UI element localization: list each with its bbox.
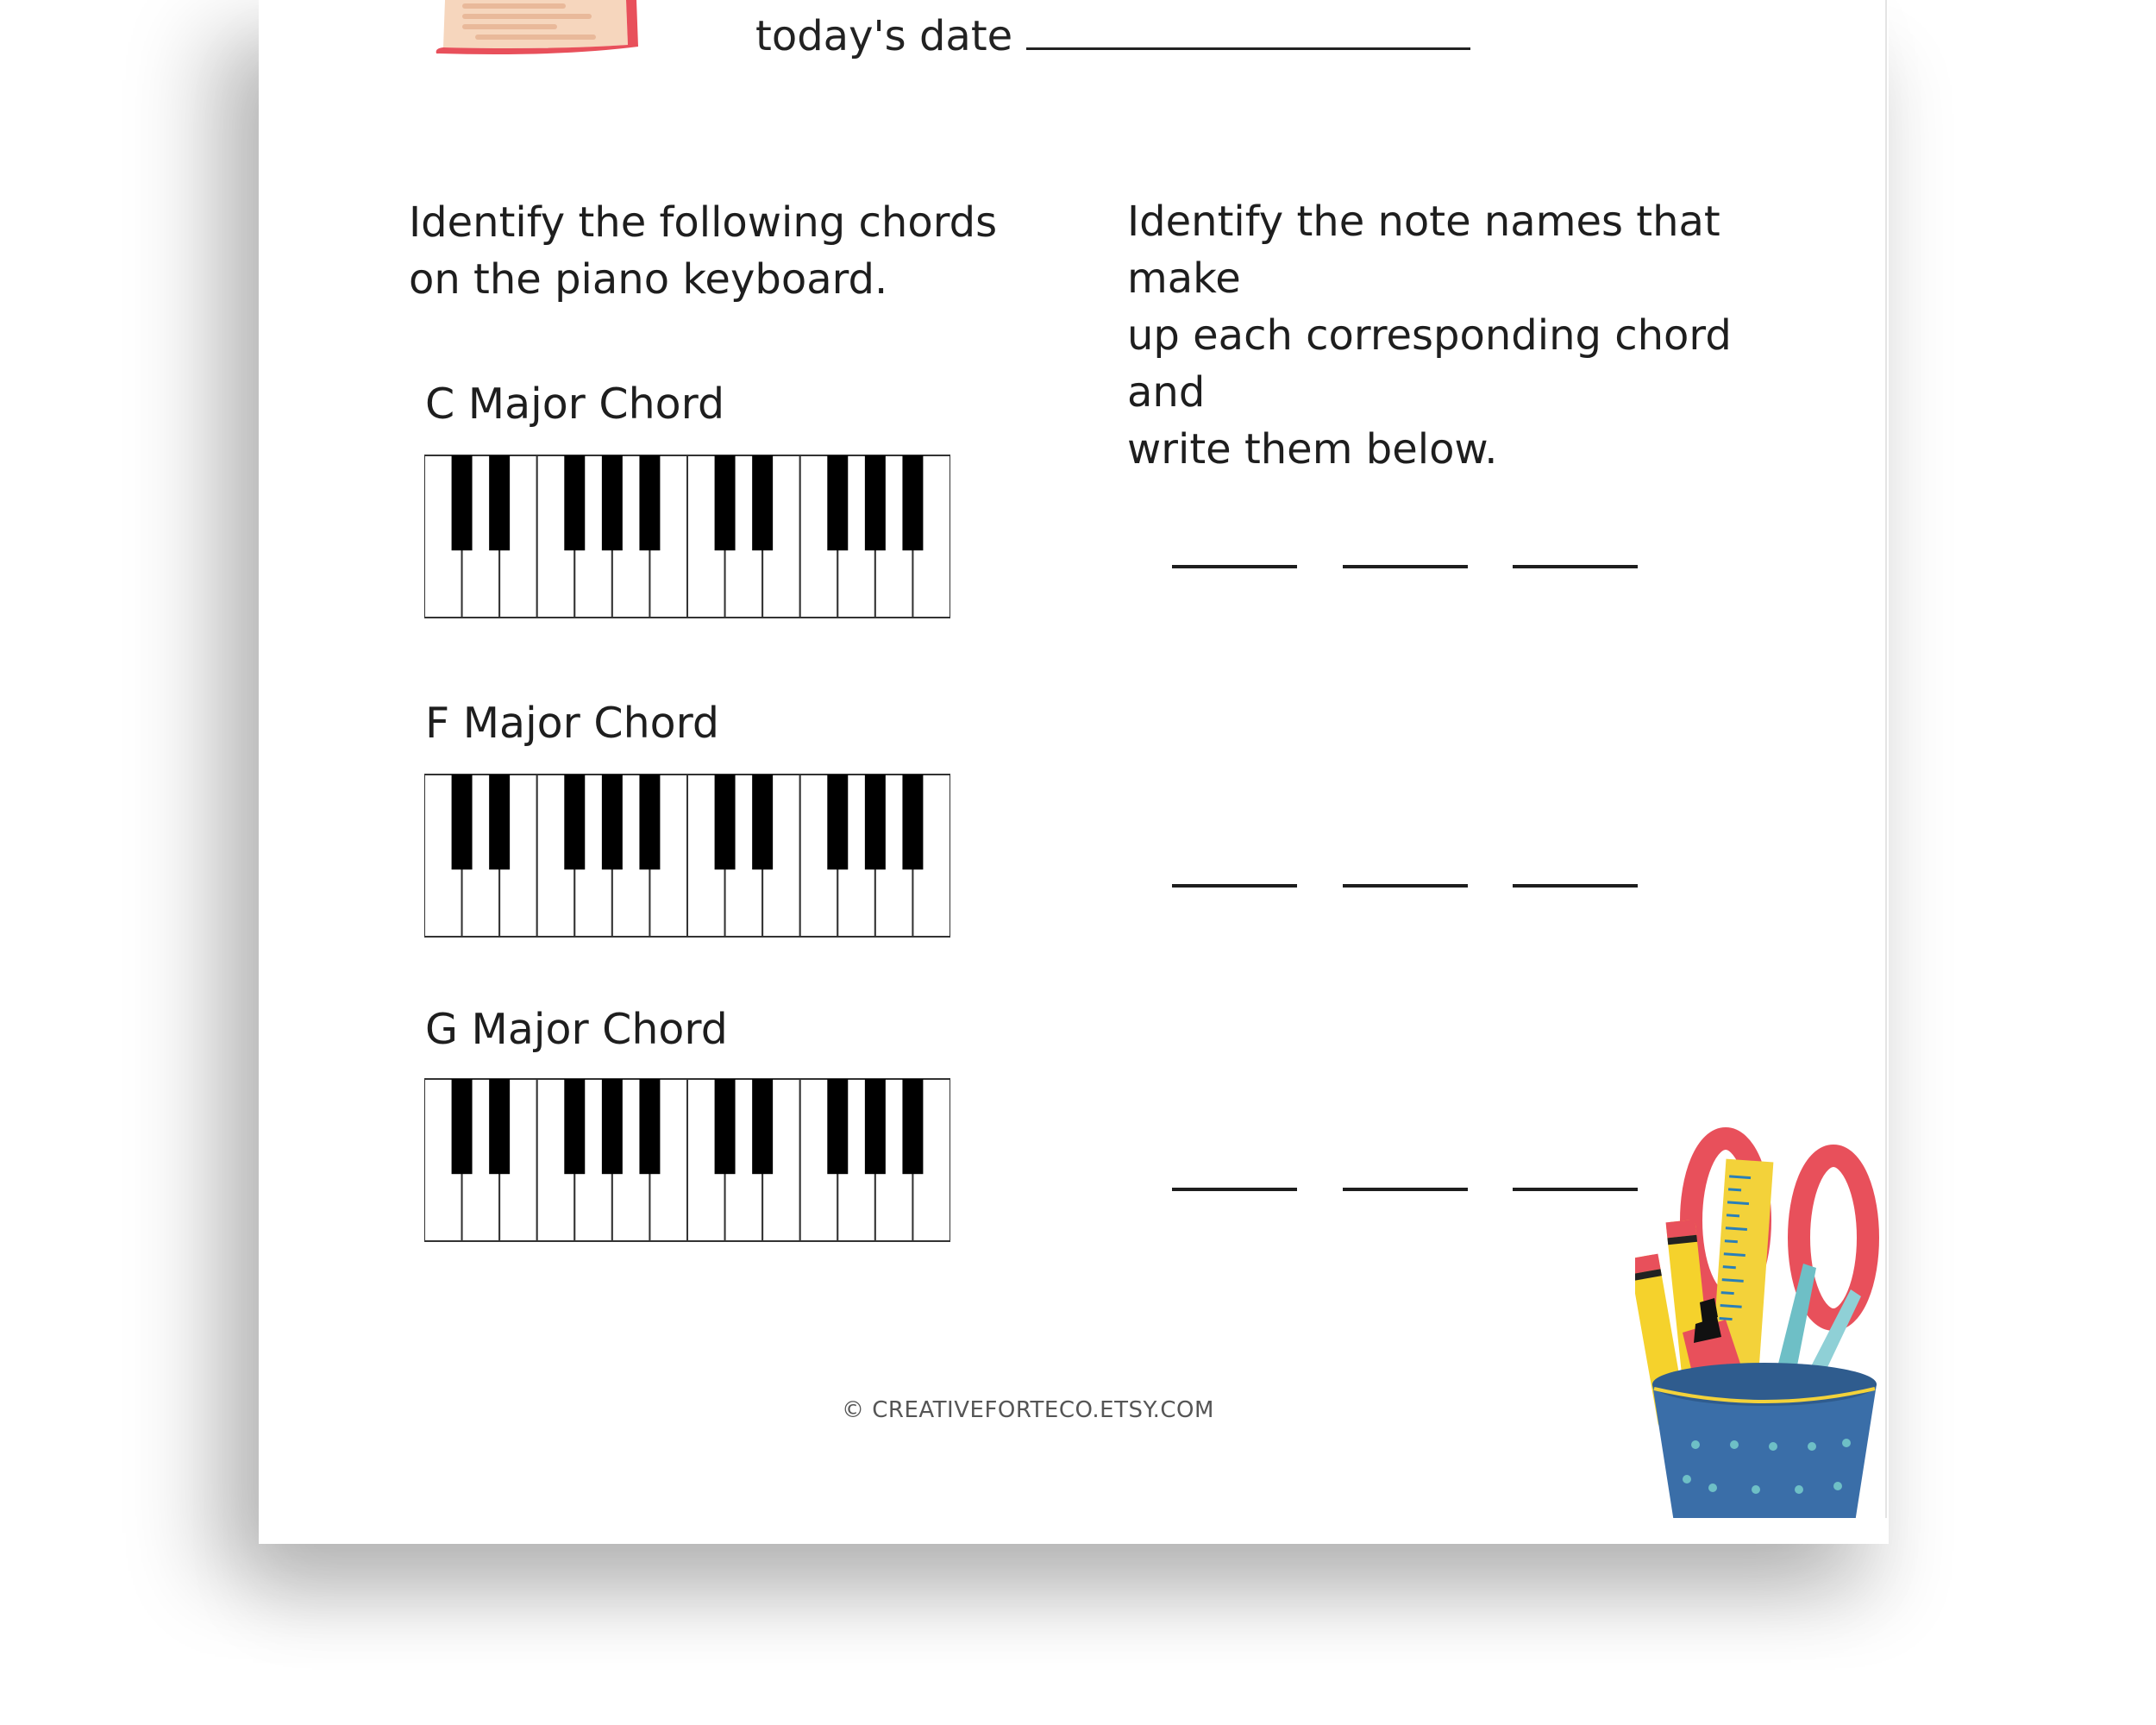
book-icon (428, 0, 652, 60)
answer-blanks (1172, 884, 1638, 893)
black-key[interactable] (602, 1079, 623, 1174)
date-label: today's date (755, 12, 1013, 60)
chord-title: G Major Chord (425, 1005, 728, 1054)
note-instructions: Identify the note names that make up each corresponding chord and write them below. (1127, 198, 1732, 474)
answer-blank[interactable] (1172, 565, 1297, 568)
black-key[interactable] (489, 775, 510, 869)
black-key[interactable] (639, 455, 660, 550)
answer-blank[interactable] (1513, 884, 1638, 888)
copyright-footer: © CREATIVEFORTECO.ETSY.COM (842, 1397, 1214, 1423)
answer-blank[interactable] (1513, 565, 1638, 568)
black-key[interactable] (827, 455, 848, 550)
pencil-cup-icon (1635, 1126, 1887, 1518)
answer-blank[interactable] (1172, 1188, 1297, 1191)
answer-blanks (1172, 1188, 1638, 1196)
black-key[interactable] (902, 775, 923, 869)
black-key[interactable] (602, 455, 623, 550)
black-key[interactable] (489, 1079, 510, 1174)
black-key[interactable] (902, 455, 923, 550)
black-key[interactable] (602, 775, 623, 869)
black-key[interactable] (452, 455, 473, 550)
black-key[interactable] (639, 1079, 660, 1174)
chord-title: F Major Chord (425, 699, 720, 748)
answer-blank[interactable] (1343, 1188, 1468, 1191)
black-key[interactable] (752, 775, 773, 869)
piano-keyboard[interactable] (424, 774, 950, 938)
black-key[interactable] (902, 1079, 923, 1174)
piano-keyboard[interactable] (424, 455, 950, 618)
piano-keyboard[interactable] (424, 1078, 950, 1242)
black-key[interactable] (827, 1079, 848, 1174)
black-key[interactable] (452, 1079, 473, 1174)
black-key[interactable] (564, 455, 585, 550)
answer-blanks (1172, 565, 1638, 574)
date-blank[interactable] (1026, 13, 1470, 50)
black-key[interactable] (752, 1079, 773, 1174)
black-key[interactable] (715, 1079, 736, 1174)
answer-blank[interactable] (1343, 565, 1468, 568)
black-key[interactable] (452, 775, 473, 869)
black-key[interactable] (715, 775, 736, 869)
date-field (755, 12, 1470, 60)
answer-blank[interactable] (1343, 884, 1468, 888)
black-key[interactable] (865, 1079, 886, 1174)
black-key[interactable] (639, 775, 660, 869)
black-key[interactable] (564, 775, 585, 869)
black-key[interactable] (752, 455, 773, 550)
black-key[interactable] (715, 455, 736, 550)
black-key[interactable] (827, 775, 848, 869)
black-key[interactable] (564, 1079, 585, 1174)
black-key[interactable] (865, 775, 886, 869)
keyboard-instructions: Identify the following chords on the piano keyboard. (409, 198, 998, 304)
answer-blank[interactable] (1172, 884, 1297, 888)
chord-title: C Major Chord (425, 380, 725, 429)
black-key[interactable] (489, 455, 510, 550)
black-key[interactable] (865, 455, 886, 550)
worksheet-page (307, 0, 1887, 1518)
answer-blank[interactable] (1513, 1188, 1638, 1191)
